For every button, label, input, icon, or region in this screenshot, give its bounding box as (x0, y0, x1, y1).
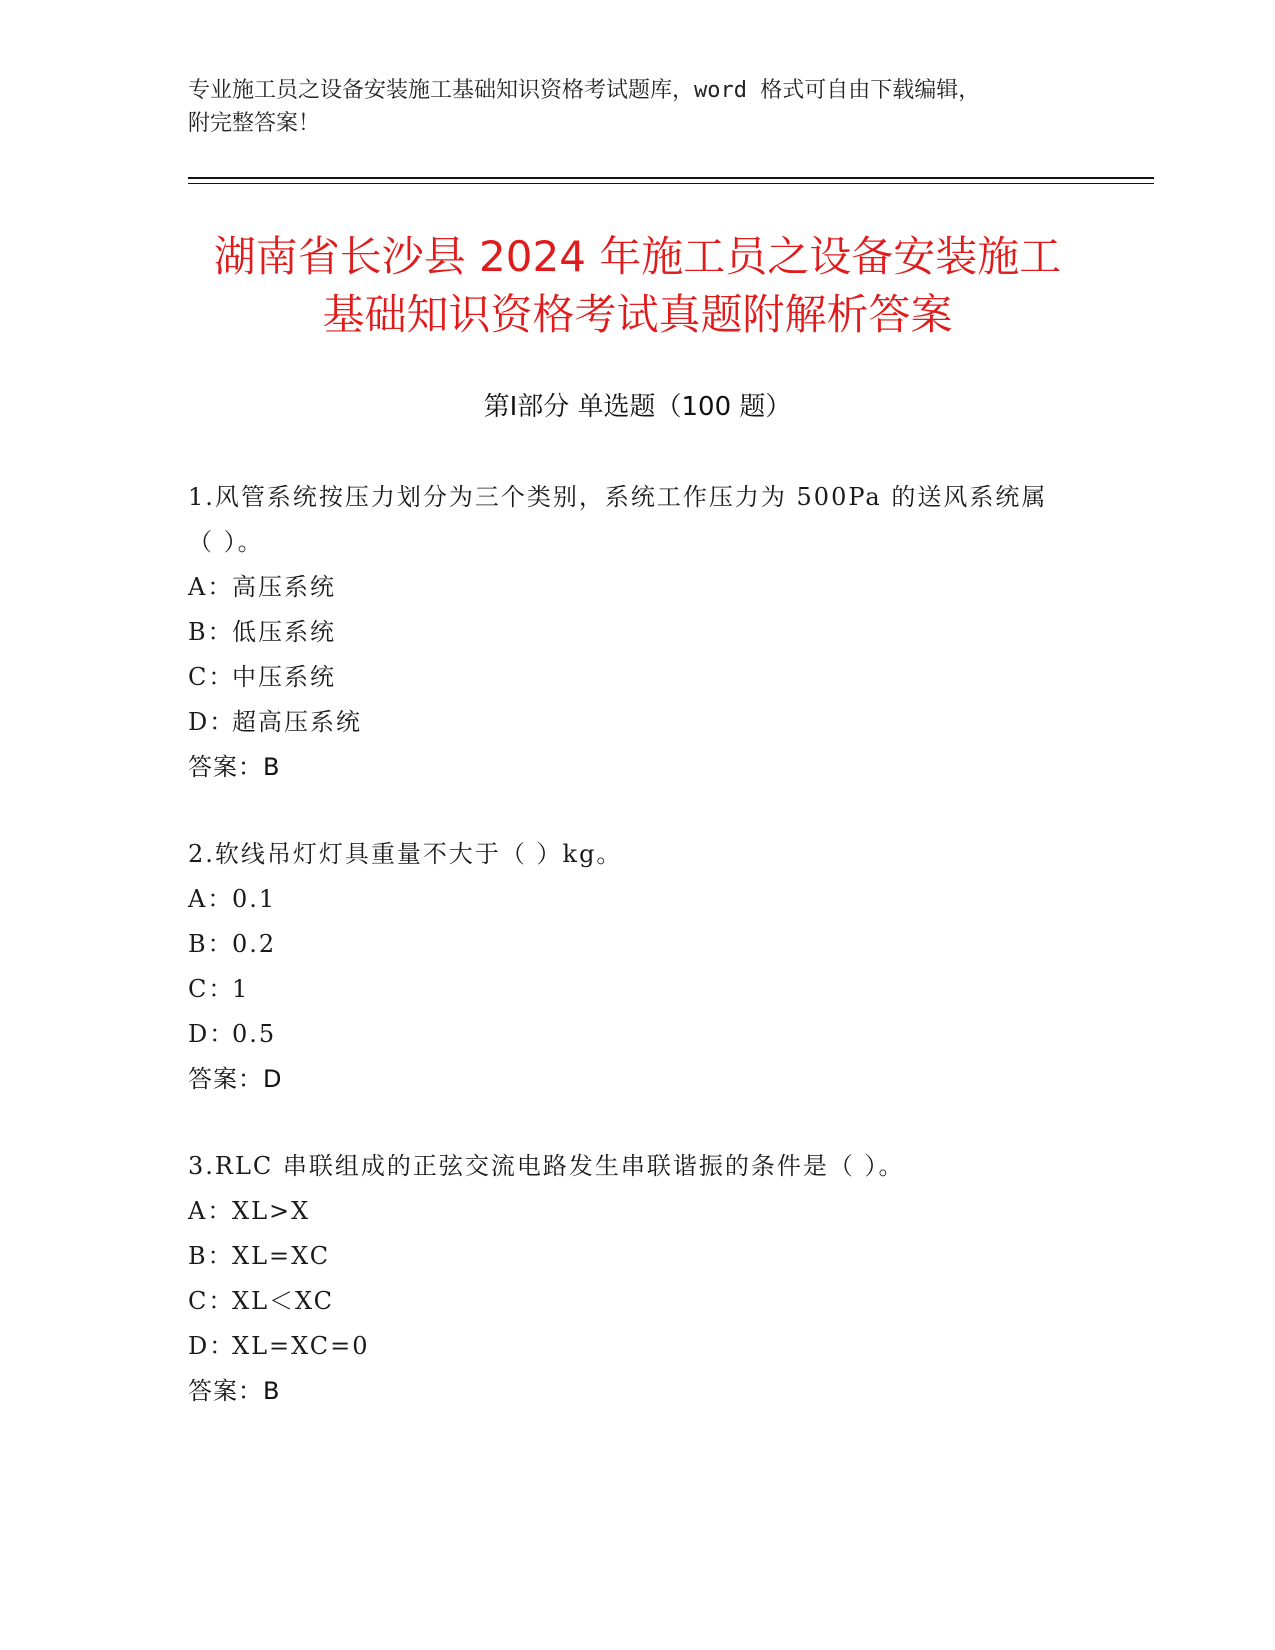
option-text: 超高压系统 (232, 708, 362, 736)
option-text: XL>X (232, 1197, 311, 1225)
question-stem: 1.风管系统按压力划分为三个类别，系统工作压力为 500Pa 的送风系统属（ ）。 (188, 483, 1048, 556)
header-note (188, 74, 1088, 140)
option-a (188, 1189, 1068, 1234)
option-c (188, 1279, 1068, 1324)
option-key: C： (188, 663, 235, 691)
option-c (188, 967, 1068, 1012)
option-text: XL＜XC (232, 1287, 335, 1315)
option-d (188, 700, 1068, 745)
question-list (188, 475, 1068, 1456)
question-3 (188, 1144, 1068, 1414)
option-text: 0.1 (232, 885, 277, 913)
answer: 答案：B (188, 753, 281, 781)
option-text: 低压系统 (232, 618, 336, 646)
option-key: B： (188, 618, 234, 646)
option-key: B： (188, 1242, 234, 1270)
header-divider-thin (188, 183, 1154, 184)
option-text: 1 (232, 975, 250, 1003)
document-title-line2: 基础知识资格考试真题附解析答案 (322, 290, 953, 339)
section-title: 第Ⅰ部分 单选题（100 题） (483, 392, 792, 422)
question-stem: 2.软线吊灯灯具重量不大于（ ）kg。 (188, 840, 623, 868)
option-c (188, 655, 1068, 700)
option-text: 0.5 (232, 1020, 277, 1048)
option-key: C： (188, 975, 235, 1003)
option-d (188, 1324, 1068, 1369)
question-1 (188, 475, 1068, 790)
option-text: 0.2 (232, 930, 277, 958)
option-key: A： (188, 573, 234, 601)
option-key: A： (188, 885, 234, 913)
header-divider-thick (188, 177, 1154, 179)
option-text: XL=XC (232, 1242, 331, 1270)
header-note-line1: 专业施工员之设备安装施工基础知识资格考试题库，word 格式可自由下载编辑， (188, 78, 981, 103)
option-b (188, 922, 1068, 967)
answer: 答案：B (188, 1377, 281, 1405)
question-stem: 3.RLC 串联组成的正弦交流电路发生串联谐振的条件是（ ）。 (188, 1152, 905, 1180)
question-2 (188, 832, 1068, 1102)
answer: 答案：D (188, 1065, 283, 1093)
option-b (188, 1234, 1068, 1279)
document-title (140, 228, 1135, 344)
option-key: B： (188, 930, 234, 958)
option-d (188, 1012, 1068, 1057)
document-title-line1: 湖南省长沙县 2024 年施工员之设备安装施工 (213, 232, 1062, 281)
option-key: A： (188, 1197, 234, 1225)
option-text: XL=XC=0 (232, 1332, 370, 1360)
option-b (188, 610, 1068, 655)
option-a (188, 877, 1068, 922)
option-a (188, 565, 1068, 610)
option-key: D： (188, 708, 236, 736)
header-note-line2: 附完整答案！ (188, 111, 321, 136)
option-key: C： (188, 1287, 235, 1315)
option-key: D： (188, 1332, 236, 1360)
option-text: 中压系统 (232, 663, 336, 691)
option-key: D： (188, 1020, 236, 1048)
option-text: 高压系统 (232, 573, 336, 601)
